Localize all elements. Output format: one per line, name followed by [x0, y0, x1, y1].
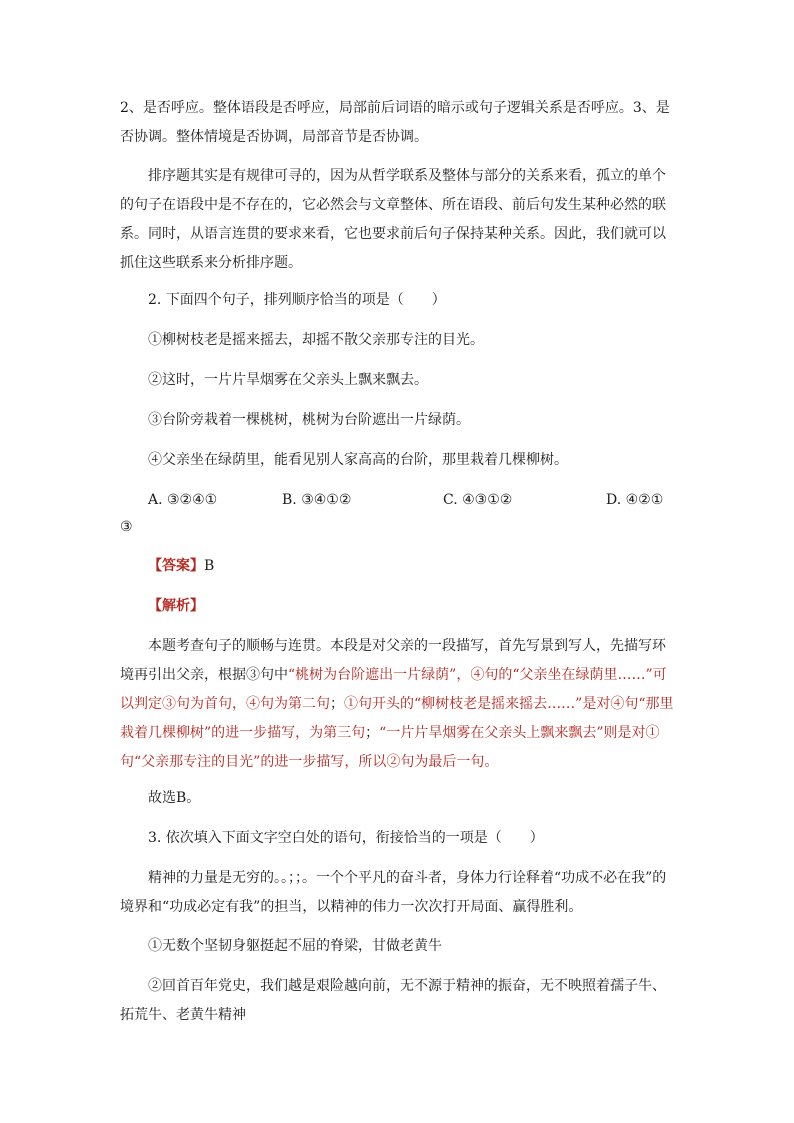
analysis-part-5: ； — [365, 725, 380, 741]
q2-answer — [120, 552, 675, 581]
q2-sentence-4: ④父亲坐在绿荫里，能看见别人家高高的台阶，那里栽着几棵柳树。 — [148, 452, 568, 468]
q2-stem: 2. 下面四个句子，排列顺序恰当的项是（ ） — [148, 292, 446, 308]
q2-option-d: D. ④②① — [606, 492, 664, 508]
analysis-part-4: ①句开头的“柳树枝老是摇来摇去……”是对④句“那里栽着几棵柳树”的进一步描写，为第三句 — [120, 696, 674, 741]
q3-passage: 精神的力量是无穷的。。；；。一个个平凡的奋斗者，身体力行诠释着“功成不必在我”的境界和“功成必定有我”的担当，以精神的伟力一次次打开局面、赢得胜利。 — [120, 870, 667, 915]
q3-sentence-1: ①无数个坚韧身躯挺起不屈的脊梁，甘做老黄牛 — [148, 938, 442, 954]
intro-paragraph-1: 2、是否呼应。整体语段是否呼应，局部前后词语的暗示或句子逻辑关系是否呼应。3、是否协调。整体情境是否协调，局部音节是否协调。 — [120, 100, 670, 145]
analysis-part-1: 本题考查句子的顺畅与连贯。本段是对父亲的一段描写，首先写景到写人，先描写环境再引出父亲，根据③句中 — [120, 638, 666, 683]
q2-option-c: C. ④③①② — [443, 492, 513, 508]
q2-conclusion: 故选B。 — [148, 790, 201, 806]
analysis-part-2: “桃树为台阶遮出一片绿荫”，④句的“父亲坐在绿荫里……”可以判定③句为首句，④句为第二句 — [120, 667, 667, 712]
analysis-part-6: “一片片旱烟雾在父亲头上飘来飘去”则是对①句“父亲那专注的目光”的进一步描写，所以②句为最后一句。 — [120, 725, 660, 770]
q2-option-b: B. ③④①② — [282, 492, 352, 508]
analysis-tag: 【解析】 — [148, 598, 204, 614]
intro-paragraph-2: 排序题其实是有规律可寻的，因为从哲学联系及整体与部分的关系来看，孤立的单个的句子在语段中是不存在的，它必然会与文章整体、所在语段、前后句发生某种必然的联系。同时，从语言连贯的要求来看，它也要求前后句子保持某种关系。因此，我们就可以抓住这些联系来分析排序题。 — [120, 168, 666, 271]
answer-tag: 【答案】 — [148, 558, 204, 574]
q2-option-a: A. ③②④① — [148, 492, 218, 508]
q2-sentence-2: ②这时，一片片旱烟雾在父亲头上飘来飘去。 — [148, 372, 428, 388]
q3-sentence-2: ②回首百年党史，我们越是艰险越向前，无不源于精神的振奋，无不映照着孺子牛、拓荒牛、老黄牛精神 — [120, 978, 666, 1023]
q2-analysis-tag — [120, 592, 675, 621]
q2-sentence-3: ③台阶旁栽着一棵桃树，桃树为台阶遮出一片绿荫。 — [148, 412, 470, 428]
q3-stem: 3. 依次填入下面文字空白处的语句，衔接恰当的一项是（ ） — [148, 830, 544, 846]
q2-analysis — [120, 632, 675, 777]
answer-value: B — [204, 558, 215, 574]
analysis-part-3: ； — [330, 696, 344, 712]
q2-sentence-1: ①柳树枝老是摇来摇去，却摇不散父亲那专注的目光。 — [148, 332, 484, 348]
q2-option-d-wrap: ③ — [120, 519, 133, 535]
